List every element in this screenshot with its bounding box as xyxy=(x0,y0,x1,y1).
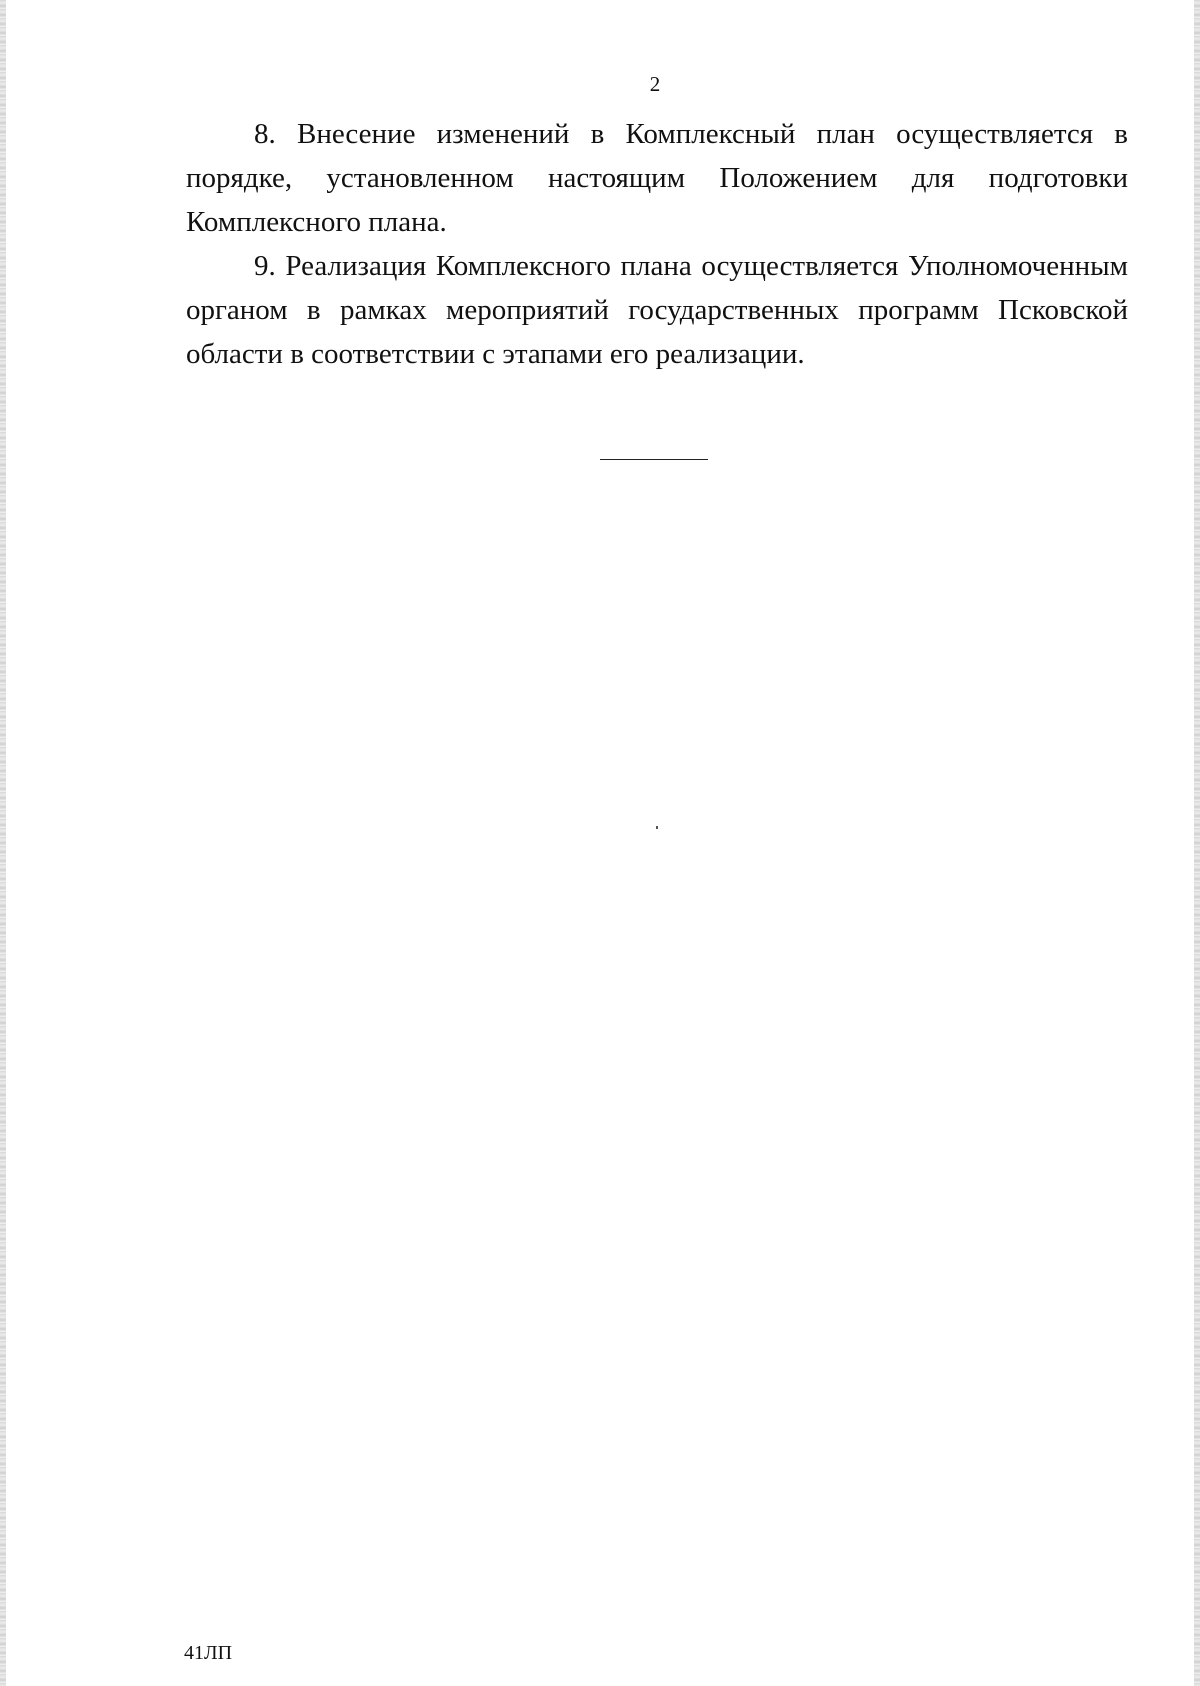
scan-speck xyxy=(656,826,658,829)
page-number: 2 xyxy=(649,72,661,96)
end-separator-line xyxy=(600,459,708,460)
paragraph-8: 8. Внесение изменений в Комплексный план осуществляется в порядке, установленном настоящим Положением для подготовки Комплексного плана. xyxy=(186,118,1128,238)
document-body xyxy=(186,112,1128,376)
scan-edge-left xyxy=(0,0,6,1686)
paragraph-9: 9. Реализация Комплексного плана осуществляется Уполномоченным органом в рамках мероприятий государственных программ Псковской области в соответствии с этапами его реализации. xyxy=(186,250,1128,370)
footer-document-code: 41ЛП xyxy=(184,1642,233,1664)
scan-edge-right xyxy=(1194,0,1200,1686)
